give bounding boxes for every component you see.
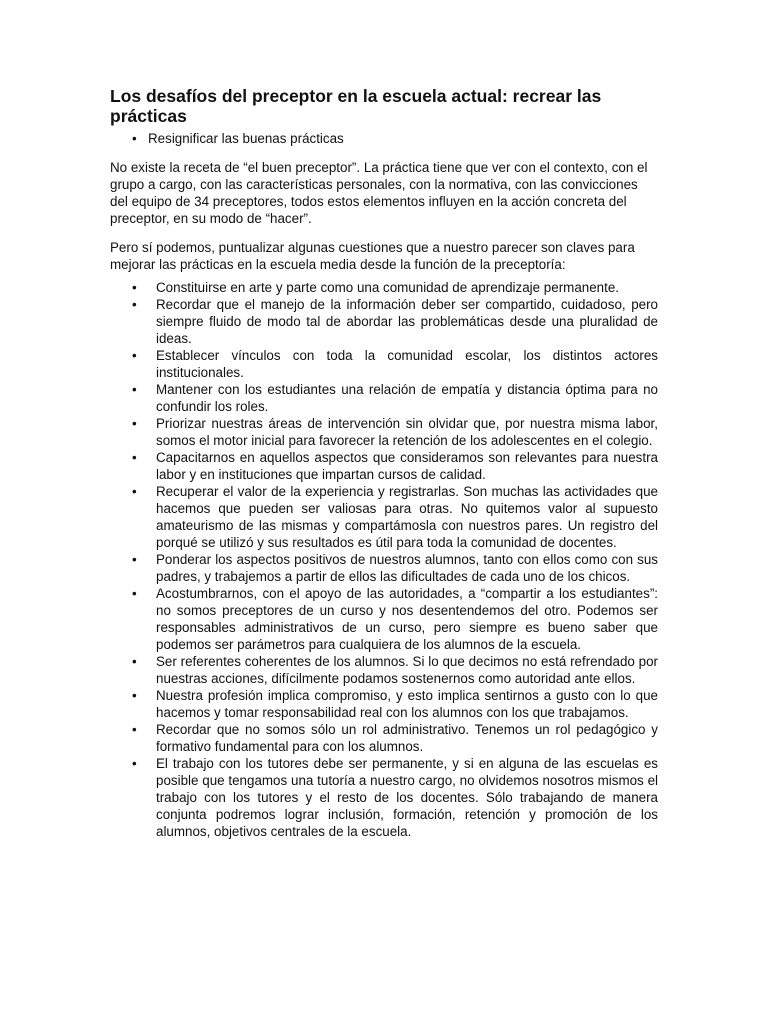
list-item: • Ponderar los aspectos positivos de nuestros alumnos, tanto con ellos como con sus padres, y trabajemos a partir de ellos las dificultades de cada uno de los chicos. (110, 551, 658, 585)
list-item: • Constituirse en arte y parte como una comunidad de aprendizaje permanente. (110, 279, 658, 296)
list-item: • Ser referentes coherentes de los alumnos. Si lo que decimos no está refrendado por nuestras acciones, difícilmente podamos sostenernos como autoridad ante ellos. (110, 653, 658, 687)
list-item: • Establecer vínculos con toda la comunidad escolar, los distintos actores institucionales. (110, 347, 658, 381)
list-item: • Recordar que no somos sólo un rol administrativo. Tenemos un rol pedagógico y formativo fundamental para con los alumnos. (110, 721, 658, 755)
intro-paragraph: No existe la receta de “el buen preceptor”. La práctica tiene que ver con el contexto, con el grupo a cargo, con las características personales, con la normativa, con las convicciones del equipo de 34 preceptores, todos estos elementos influyen en la acción concreta del preceptor, en su modo de “hacer”. (110, 160, 648, 226)
document-page (110, 86, 658, 840)
list-item: • Recuperar el valor de la experiencia y registrarlas. Son muchas las actividades que hacemos que pueden ser valiosas para otras. No quitemos valor al supuesto amateurismo de las mismas y compartámosla con nuestros pares. Un registro del porqué se utilizó y sus resultados es útil para toda la comunidad de docentes. (110, 483, 658, 551)
subheading-list (110, 130, 658, 147)
list-item: • Mantener con los estudiantes una relación de empatía y distancia óptima para no confundir los roles. (110, 381, 658, 415)
list-item: • Acostumbrarnos, con el apoyo de las autoridades, a “compartir a los estudiantes”: no somos preceptores de un curso y nos desentendemos del otro. Podemos ser responsables administrativos de un curso, pero siempre es bueno saber que podemos ser parámetros para cualquiera de los alumnos de la escuela. (110, 585, 658, 653)
list-item: • Capacitarnos en aquellos aspectos que consideramos son relevantes para nuestra labor y en instituciones que impartan cursos de calidad. (110, 449, 658, 483)
practices-list (110, 279, 658, 840)
document-title: Los desafíos del preceptor en la escuela actual: recrear las prácticas (110, 86, 602, 126)
list-item: • Recordar que el manejo de la información deber ser compartido, cuidadoso, pero siempre fluido de modo tal de abordar las problemáticas desde una pluralidad de ideas. (110, 296, 658, 347)
list-item: • Nuestra profesión implica compromiso, y esto implica sentirnos a gusto con lo que hacemos y tomar responsabilidad real con los alumnos con los que trabajamos. (110, 687, 658, 721)
list-item: • Priorizar nuestras áreas de intervención sin olvidar que, por nuestra misma labor, somos el motor inicial para favorecer la retención de los adolescentes en el colegio. (110, 415, 658, 449)
subheading-item: • Resignificar las buenas prácticas (110, 130, 658, 147)
list-item: • El trabajo con los tutores debe ser permanente, y si en alguna de las escuelas es posible que tengamos una tutoría a nuestro cargo, no olvidemos nosotros mismos el trabajo con los tutores y el resto de los docentes. Sólo trabajando de manera conjunta podremos lograr inclusión, formación, retención y promoción de los alumnos, objetivos centrales de la escuela. (110, 755, 658, 840)
lead-paragraph: Pero sí podemos, puntualizar algunas cuestiones que a nuestro parecer son claves para mejorar las prácticas en la escuela media desde la función de la preceptoría: (110, 240, 635, 272)
